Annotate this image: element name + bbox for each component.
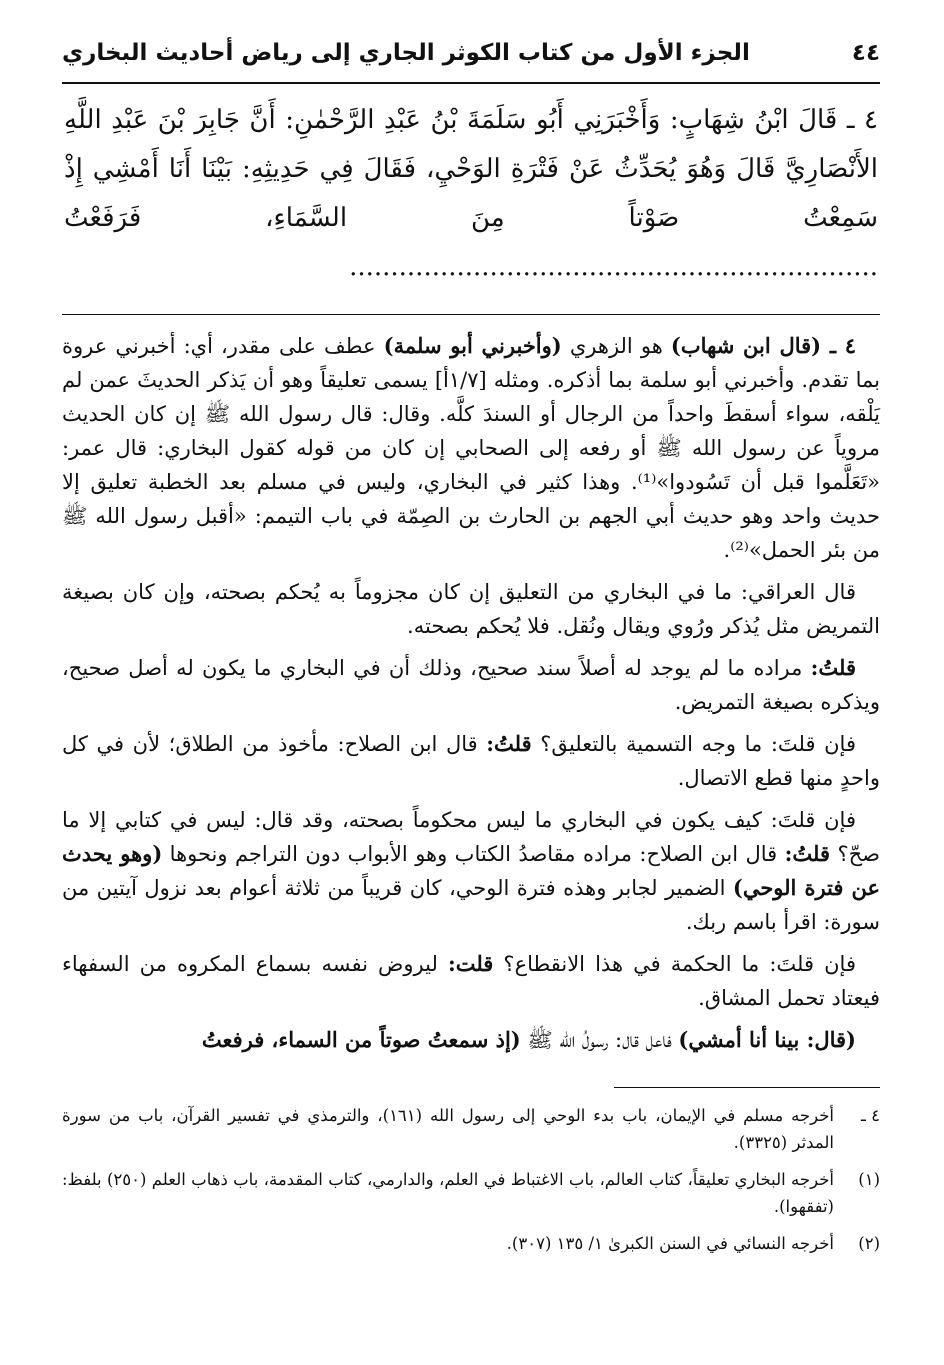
commentary-text: فإن قلتَ: ما الحكمة في هذا الانقطاع؟ [493,952,856,976]
commentary-text: قال ابن الصلاح: مأخوذ من الطلاق؛ لأن في كل واحدٍ منها قطع الاتصال. [62,732,880,790]
commentary-text: هو الزهري [561,334,671,358]
quoted-phrase: (إذ سمعتُ صوتاً من السماء، فرفعتُ [201,1027,521,1052]
commentary-paragraph [62,947,880,1015]
footnote-marker: (٢) [858,1234,880,1253]
commentary-paragraph [62,727,880,795]
section-divider [62,314,880,315]
qultu-marker: قلتُ: [486,731,532,756]
qultu-marker: قلت: [447,951,494,976]
commentary-paragraph [62,575,880,643]
commentary-text: عطف على مقدر، أي: أخبرني عروة بما تقدم. وأخبرني أبو سلمة بما أذكره. ومثله [١/٧أ] يسمى تعليقاً وهو أن يَذكر الحديثَ عمن لم يَلْقه، سواء أسقطَ واحداً من الرجال أو السندَ كلَّه. وقال: قال رسول الله ﷺ إن كان الحديث مروياً عن رسول الله ﷺ أو رفعه إلى الصحابي إن كان من قوله كقول البخاري: قال عمر: «تَعَلَّموا قبل أن تَسُودوا»⁽¹⁾. وهذا كثير في البخاري، وليس في مسلم بعد الخطبة تعليق إلا حديث واحد وهو حديث أبي الجهم بن الحارث بن الصِمّة في باب التيمم: «أقبل رسول الله ﷺ من بئر الحمل»⁽²⁾. [62,334,880,562]
commentary-text: قال ابن الصلاح: مراده مقاصدُ الكتاب وهو الأبواب دون التراجم ونحوها [162,842,785,866]
commentary-paragraph [62,1023,880,1057]
running-title: الجزء الأول من كتاب الكوثر الجاري إلى رياض أحاديث البخاري [62,40,750,66]
quoted-phrase: (قال ابن شهاب) [670,333,822,358]
footnote-divider [614,1087,880,1088]
commentary-text: ليروض نفسه بسماع المكروه من السفهاء فيعتاد تحمل المشاق. [62,952,880,1010]
page-header [62,30,880,84]
footnote-text: أخرجه البخاري تعليقاً، كتاب العالم، باب الاغتباط في العلم، والدارمي، كتاب المقدمة، باب ذهاب العلم (٢٥٠) بلفظ: (تفقهوا). [62,1170,834,1216]
footnote [62,1166,880,1220]
quoted-phrase: (وأخبرني أبو سلمة) [383,333,562,358]
commentary-text: فاعل قال: رسولُ الله ﷺ [520,1028,679,1052]
commentary-text: مراده ما لم يوجد له أصلاً سند صحيح، وذلك أن في البخاري ما يكون له أصل صحيح، ويذكره بصيغة التمريض. [62,656,880,714]
commentary [62,329,880,1057]
footnote-text: أخرجه النسائي في السنن الكبرىٰ ١/ ١٣٥ (٣٠٧). [506,1234,834,1253]
book-page [62,30,880,1267]
commentary-paragraph [62,803,880,939]
qultu-marker: قلتُ: [784,841,831,866]
footnote [62,1230,880,1257]
commentary-text: فإن قلتَ: ما وجه التسمية بالتعليق؟ [531,732,856,756]
commentary-text: الضمير لجابر وهذه فترة الوحي، كان قريباً من ثلاثة أعوام بعد نزول آيتين من سورة: اقرأ باسم ربك. [62,876,880,934]
footnote-text: أخرجه مسلم في الإيمان، باب بدء الوحي إلى رسول الله (١٦١)، والترمذي في تفسير القرآن، باب من سورة المدثر (٣٣٢٥). [62,1106,834,1152]
footnote-marker: (١) [858,1170,880,1189]
footnote [62,1102,880,1156]
commentary-paragraph [62,651,880,719]
page-number: ٤٤ [851,40,880,66]
footnote-marker: ٤ ـ [861,1106,880,1125]
qultu-marker: قلتُ: [810,655,856,680]
hadith-number: ٤ ـ [821,333,857,358]
quoted-phrase: (وهو يحدث عن فترة الوحي) [62,841,880,900]
commentary-text: فإن قلتَ: كيف يكون في البخاري ما ليس محكوماً بصحته، وقد قال: ليس في كتابي إلا ما صحّ؟ [62,808,880,866]
commentary-text: قال العراقي: ما في البخاري من التعليق إن كان مجزوماً به يُحكم بصحته، وإن كان بصيغة التمريض مثل يُذكر ورُوي ويقال ونُقل. فلا يُحكم بصحته. [62,580,880,638]
hadith-text: ٤ ـ قَالَ ابْنُ شِهَابٍ: وَأَخْبَرَنِي أَبُو سَلَمَةَ بْنُ عَبْدِ الرَّحْمٰنِ: أَنَّ جَابِرَ بْنَ عَبْدِ اللَّهِ الأَنْصَارِيَّ قَالَ وَهُوَ يُحَدِّثُ عَنْ فَتْرَةِ الوَحْيِ، فَقَالَ فِي حَدِيثِهِ: بَيْنَا أَنَا أَمْشِي إِذْ سَمِعْتُ صَوْتاً مِنَ السَّمَاءِ، فَرَفَعْتُ [64,105,878,233]
hadith-continuation-dots: ................................................................ [349,252,878,282]
quoted-phrase: (قال: بينا أنا أمشي) [678,1027,856,1052]
hadith-text-block [62,96,880,292]
commentary-paragraph [62,329,880,567]
footnotes [62,1102,880,1257]
